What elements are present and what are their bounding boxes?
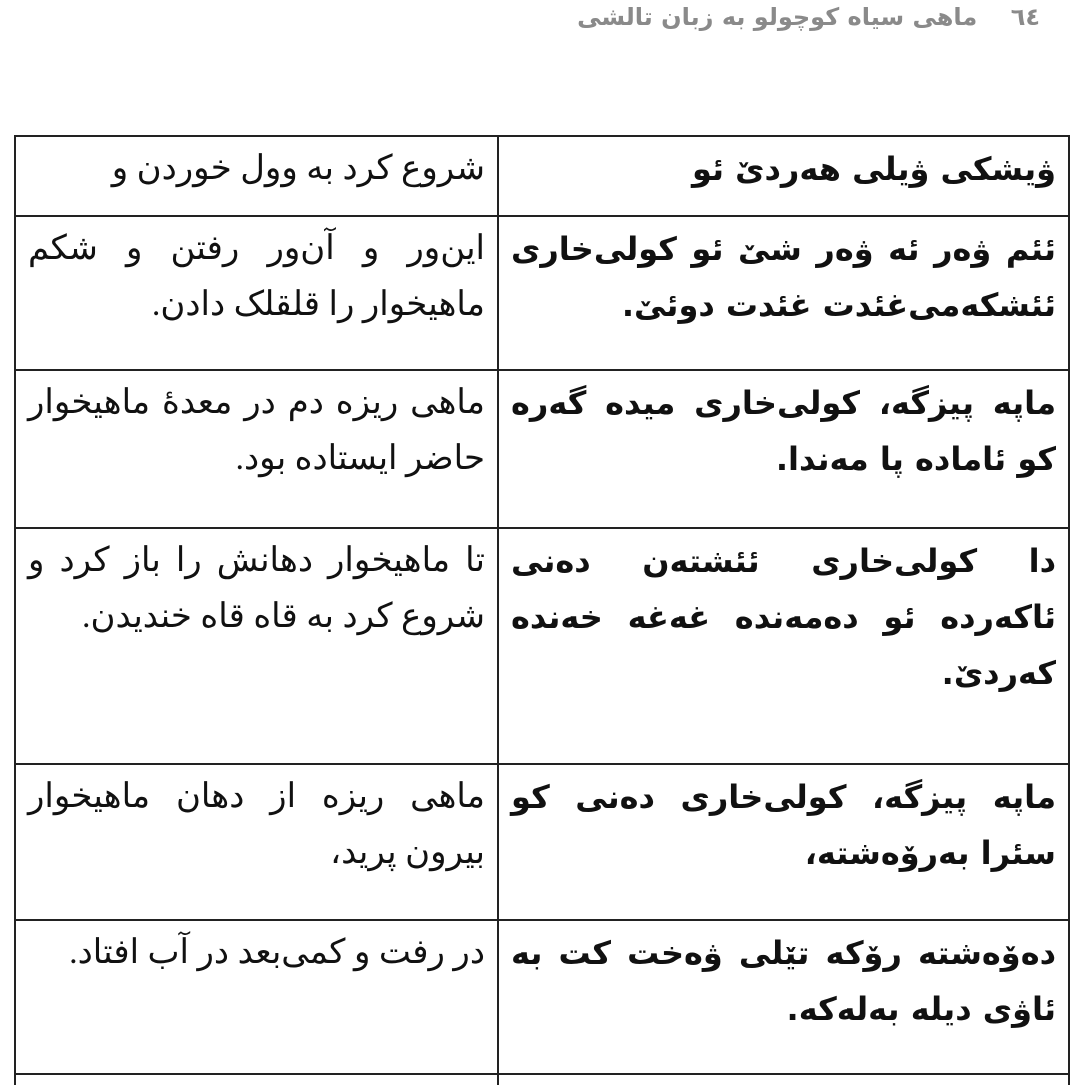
talyshi-cell: ماپه پیزگه، کولی‌خاری دەنی کو سئرا بەرۆەشته، — [498, 764, 1069, 920]
persian-cell: این‌ور و آن‌ور رفتن و شکم ماهیخوار را قلقلک دادن. — [15, 216, 498, 370]
table-row — [15, 136, 1069, 216]
table-row — [15, 920, 1069, 1074]
running-title: ماهی سیاه کوچولو به زبان تالشی — [577, 3, 978, 31]
talyshi-cell: ماپه پیزگه، کولی‌خاری میده گەره کو ئاماده پا مەندا. — [498, 370, 1069, 528]
table-row — [15, 216, 1069, 370]
persian-cell: تا ماهیخوار دهانش را باز کرد و شروع کرد به قاه قاه خندیدن. — [15, 528, 498, 764]
talyshi-cell: دەۆەشته رۆکه تێلی ۋەخت کت به ئاۋی دیله بەلەکه. — [498, 920, 1069, 1074]
talyshi-cell: دا کولی‌خاری ئئشتەن دەنی ئاکەرده ئو دەمەنده غەغه خەنده کەردێ. — [498, 528, 1069, 764]
persian-cell: ماهی ریزه دم در معدهٔ ماهیخوار حاضر ایستاده بود. — [15, 370, 498, 528]
talyshi-cell: ۋیشکی ۋیلی هەردێ ئو — [498, 136, 1069, 216]
table-row — [15, 528, 1069, 764]
talyshi-cell: ئئم ۋەر ئه ۋەر شێ ئو کولی‌خاری ئئشکەمی‌غئدت غئدت دوئێ. — [498, 216, 1069, 370]
bilingual-table — [14, 135, 1070, 1085]
table-row — [15, 764, 1069, 920]
persian-cell: شروع کرد به وول خوردن و — [15, 136, 498, 216]
page-header — [577, 0, 1040, 40]
table-row — [15, 370, 1069, 528]
page-number: ٦٤ — [1010, 3, 1040, 31]
persian-cell: ماهی ریزه از دهان ماهیخوار بیرون پرید، — [15, 764, 498, 920]
persian-cell: در رفت و کمی‌بعد در آب افتاد. — [15, 920, 498, 1074]
